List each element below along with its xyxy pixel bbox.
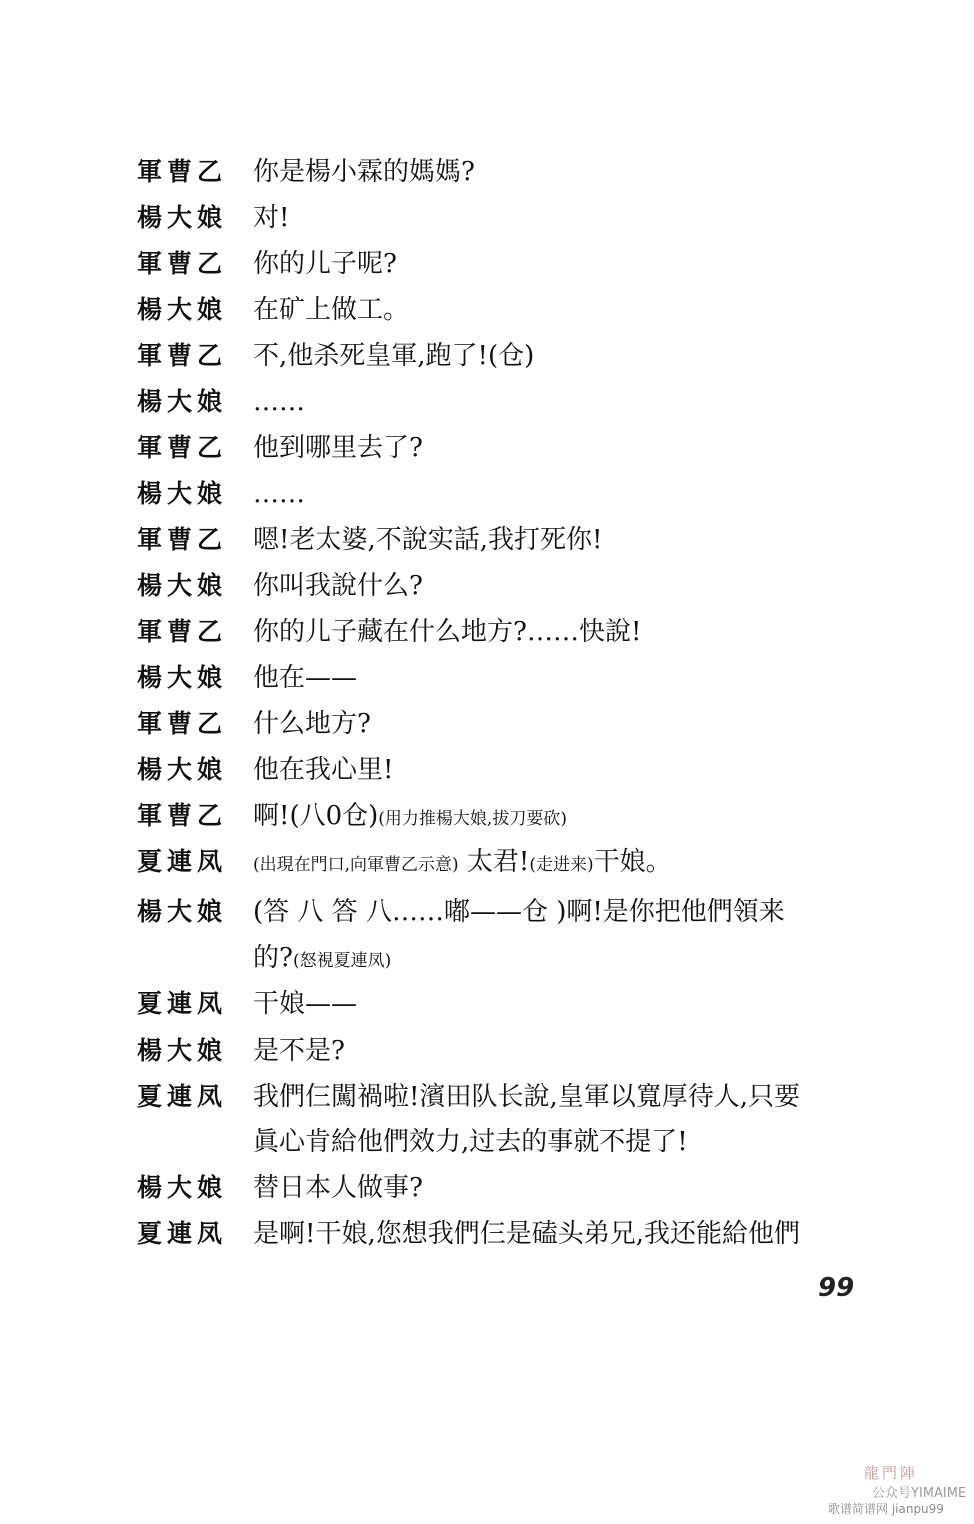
- dialogue-line: [0, 987, 974, 1033]
- dialogue-text: 眞心肯給他們效力,过去的事就不提了!: [253, 1127, 688, 1157]
- speaker-name: 軍曹乙: [137, 341, 228, 370]
- speaker-name: 楊大娘: [137, 1173, 228, 1202]
- dialogue-line: [0, 707, 974, 753]
- speaker-name: 軍曹乙: [137, 433, 228, 462]
- dialogue-line: [0, 1171, 974, 1217]
- stage-direction: (出現在門口,向軍曹乙示意): [253, 855, 459, 875]
- dialogue-text: 是不是?: [253, 1036, 345, 1066]
- speaker-name: 軍曹乙: [137, 617, 228, 646]
- dialogue-line: [0, 1217, 974, 1263]
- speaker-name: 軍曹乙: [137, 801, 228, 830]
- dialogue-line: [0, 799, 974, 845]
- dialogue-line: [0, 431, 974, 477]
- dialogue-text: ……: [253, 479, 305, 509]
- dialogue-text: 对!: [253, 203, 290, 233]
- dialogue-text: 你叫我說什么?: [253, 571, 423, 601]
- speaker-name: 夏連凤: [137, 1082, 228, 1111]
- page-number: 99: [818, 1273, 855, 1303]
- dialogue-speech: 的?: [253, 943, 293, 973]
- dialogue-line: [0, 753, 974, 799]
- dialogue-speech: 太君!: [458, 847, 530, 877]
- dialogue-line: [0, 1080, 974, 1126]
- speaker-name: 軍曹乙: [137, 525, 228, 554]
- dialogue-text: 他在——: [253, 663, 358, 693]
- dialogue-line: [0, 201, 974, 247]
- dialogue-text: 干娘——: [253, 989, 358, 1019]
- dialogue-text: 你的儿子呢?: [253, 249, 397, 279]
- dialogue-speech: 干娘。: [593, 847, 672, 877]
- speaker-name: 軍曹乙: [137, 249, 228, 278]
- stage-direction: (用力推楊大娘,拔刀要砍): [378, 809, 567, 829]
- watermark-logo: 龍門陣: [864, 1464, 919, 1482]
- dialogue-line: [0, 1034, 974, 1080]
- dialogue-text: [253, 941, 885, 978]
- dialogue-line: [0, 661, 974, 707]
- speaker-name: 夏連凤: [137, 1219, 228, 1248]
- watermark-site: 歌谱简谱网 jianpu99: [828, 1502, 944, 1516]
- speaker-name: 楊大娘: [137, 387, 228, 416]
- dialogue-text: 你是楊小霖的媽媽?: [253, 157, 475, 187]
- dialogue-line: [0, 155, 974, 201]
- watermark: [820, 1462, 970, 1520]
- dialogue-text: 你的儿子藏在什么地方?……快說!: [253, 617, 642, 647]
- dialogue-text: [253, 845, 885, 882]
- dialogue-line: [0, 615, 974, 661]
- speaker-name: 楊大娘: [137, 295, 228, 324]
- dialogue-text: 嗯!老太婆,不說实話,我打死你!: [253, 525, 603, 555]
- speaker-name: 楊大娘: [137, 897, 228, 926]
- dialogue-line: [0, 247, 974, 293]
- dialogue-text: 不,他杀死皇軍,跑了!(仓): [253, 341, 535, 371]
- dialogue-text: 我們仨闖禍啦!濱田队长說,皇軍以寬厚待人,只要: [253, 1082, 800, 1112]
- dialogue-text: 替日本人做事?: [253, 1173, 423, 1203]
- dialogue-line: [0, 477, 974, 523]
- speaker-name: 軍曹乙: [137, 709, 228, 738]
- dialogue-text: (答 八 答 八……嘟——仓 )啊!是你把他們領来: [253, 897, 785, 927]
- speaker-name: 夏連凤: [137, 847, 228, 876]
- speaker-name: 楊大娘: [137, 663, 228, 692]
- dialogue-line: [0, 339, 974, 385]
- speaker-name: 軍曹乙: [137, 157, 228, 186]
- speaker-name: 楊大娘: [137, 755, 228, 784]
- speaker-name: 夏連凤: [137, 989, 228, 1018]
- dialogue-text: [253, 799, 885, 836]
- dialogue-line: [0, 845, 974, 891]
- speaker-name: 楊大娘: [137, 203, 228, 232]
- dialogue-text: 他在我心里!: [253, 755, 394, 785]
- speaker-name: 楊大娘: [137, 1036, 228, 1065]
- dialogue-text: 什么地方?: [253, 709, 371, 739]
- dialogue-line: [0, 385, 974, 431]
- dialogue-line: [0, 895, 974, 941]
- stage-direction: (怒視夏連凤): [292, 951, 392, 971]
- dialogue-text: 在矿上做工。: [253, 295, 410, 325]
- dialogue-line: [0, 293, 974, 339]
- speaker-name: 楊大娘: [137, 571, 228, 600]
- dialogue-text: 他到哪里去了?: [253, 433, 423, 463]
- speaker-name: 楊大娘: [137, 479, 228, 508]
- watermark-brand: 公众号YIMAIME: [872, 1486, 967, 1501]
- dialogue-speech: 啊!(八0仓): [253, 801, 379, 831]
- dialogue-line: [0, 941, 974, 987]
- dialogue-text: 是啊!干娘,您想我們仨是磕头弟兄,我还能給他們: [253, 1219, 800, 1249]
- dialogue-line: [0, 1125, 974, 1171]
- dialogue-text: ……: [253, 387, 305, 417]
- stage-direction: (走进来): [529, 855, 594, 875]
- dialogue-line: [0, 569, 974, 615]
- dialogue-line: [0, 523, 974, 569]
